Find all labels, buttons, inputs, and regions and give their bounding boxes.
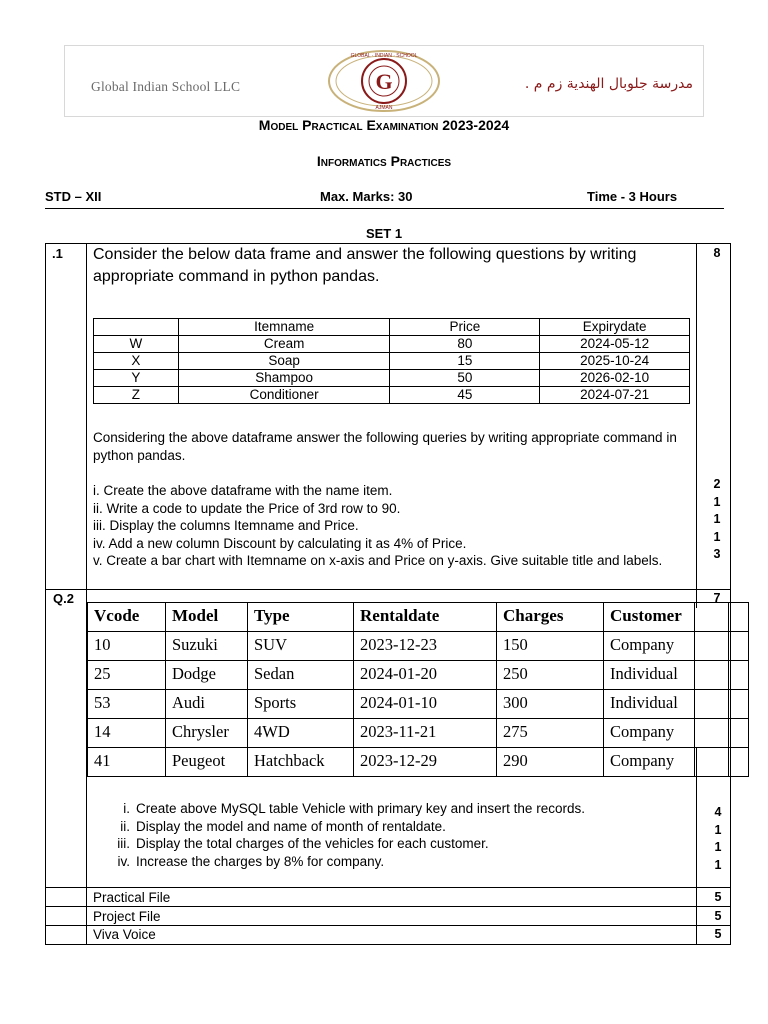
table-cell: 2023-12-23 [354,632,497,661]
table-cell: 2024-01-20 [354,661,497,690]
table-cell: 25 [88,661,166,690]
q1-number: .1 [52,246,63,261]
table-cell: 2024-05-12 [540,336,690,353]
grid-row-1 [45,906,731,907]
table-cell: X [94,353,179,370]
grid-q1-bottom [45,589,731,590]
table-header-cell: Type [248,603,354,632]
table-cell: 2025-10-24 [540,353,690,370]
table-cell: Audi [166,690,248,719]
table-header-cell: Itemname [178,319,390,336]
table-row [94,336,690,353]
table-cell: Shampoo [178,370,390,387]
table-cell: Company [604,748,695,777]
table-cell: SUV [248,632,354,661]
table-cell: 50 [390,370,540,387]
table-header-cell: Charges [497,603,604,632]
table-cell: Hatchback [248,748,354,777]
q1-paragraph: Considering the above dataframe answer the following queries by writing appropriate command in python pandas. [93,430,677,463]
subject-title: Informatics Practices [316,153,452,169]
table-cell: 4WD [248,719,354,748]
set-label: SET 1 [365,226,403,241]
table-header-cell: Customer [604,603,695,632]
empty-cell [729,603,749,632]
table-cell: Chrysler [166,719,248,748]
table-cell: Y [94,370,179,387]
q2-item-text: Display the model and name of month of rentaldate. [136,818,446,834]
item-mark: 1 [714,840,722,854]
table-cell: Company [604,632,695,661]
table-cell: Z [94,387,179,404]
q2-item [108,818,698,836]
practical-file-marks: 5 [714,890,722,904]
table-header-cell: Price [390,319,540,336]
q2-item-number: i. [123,801,130,816]
logo-bottom-text: AJMAN [375,105,393,111]
header-rule [45,208,724,209]
q1-item: iii. Display the columns Itemname and Price. [93,518,359,533]
table-row [88,690,749,719]
table-row [88,661,749,690]
empty-cell [695,661,729,690]
logo-ring-text: GLOBAL · INDIAN · SCHOOL [350,53,418,59]
table-row [88,719,749,748]
table-header-cell: Expirydate [540,319,690,336]
table-cell: 300 [497,690,604,719]
table-cell: 2024-01-10 [354,690,497,719]
q2-marks: 7 [713,591,721,605]
table-cell: 290 [497,748,604,777]
q2-item-marks [704,804,732,874]
q2-item-number: iii. [117,836,130,851]
table-header-row [94,319,690,336]
table-cell: Suzuki [166,632,248,661]
grid-row-2 [45,925,731,926]
empty-cell [695,719,729,748]
table-cell: 2024-07-21 [540,387,690,404]
table-cell: Company [604,719,695,748]
vehicle-table [87,602,749,777]
q1-item: iv. Add a new column Discount by calculating it as 4% of Price. [93,535,467,551]
item-mark: 1 [713,529,721,544]
item-mark: 1 [714,857,722,872]
table-cell: 53 [88,690,166,719]
practical-file-label: Practical File [93,890,171,905]
time-label: Time - 3 Hours [587,189,678,204]
table-header-cell [94,319,179,336]
dataframe-table [93,318,690,404]
table-header-row [88,603,749,632]
table-row [94,370,690,387]
table-cell: Soap [178,353,390,370]
table-cell: Conditioner [178,387,390,404]
table-cell: 275 [497,719,604,748]
school-name-arabic: مدرسة جلوبال الهندية زم م . [524,76,693,92]
table-cell: 250 [497,661,604,690]
table-cell: 15 [390,353,540,370]
empty-cell [729,748,749,777]
table-row [88,748,749,777]
q2-item [108,853,698,871]
table-cell: 45 [390,387,540,404]
grid-left [45,243,46,945]
project-file-marks: 5 [714,909,722,923]
grid-q2-bottom [45,887,731,888]
table-cell: 14 [88,719,166,748]
table-cell: 2023-12-29 [354,748,497,777]
table-cell: 2026-02-10 [540,370,690,387]
table-header-cell: Model [166,603,248,632]
q1-item: i. Create the above dataframe with the name item. [93,483,393,498]
q2-item [108,835,698,853]
item-mark: 1 [713,512,721,526]
item-mark: 2 [713,477,721,491]
max-marks-label: Max. Marks: 30 [320,189,413,204]
item-mark: 1 [714,822,722,837]
table-row [94,353,690,370]
item-mark: 4 [714,805,722,819]
q2-item-list [108,800,698,870]
q1-intro: Consider the below data frame and answer the following questions by writing appropriate command in python pandas. [93,246,637,285]
q2-item [108,800,698,818]
table-cell: Cream [178,336,390,353]
empty-cell [695,690,729,719]
table-cell: 2023-11-21 [354,719,497,748]
table-cell: Peugeot [166,748,248,777]
std-label: STD – XII [45,189,102,204]
q1-marks: 8 [713,246,721,260]
q2-number: Q.2 [53,591,74,606]
table-header-cell: Rentaldate [354,603,497,632]
q1-item-marks [703,476,731,564]
table-cell: 41 [88,748,166,777]
empty-cell [729,719,749,748]
table-cell: Sports [248,690,354,719]
table-cell: 10 [88,632,166,661]
school-logo-icon [323,48,445,114]
table-cell: Individual [604,690,695,719]
grid-bottom [45,944,731,945]
table-cell: Sedan [248,661,354,690]
grid-marks-divider-top [696,243,697,608]
q2-item-number: iv. [117,853,130,869]
empty-cell [729,632,749,661]
item-mark: 3 [713,547,721,561]
grid-num-divider [86,243,87,945]
table-cell: W [94,336,179,353]
q1-item: ii. Write a code to update the Price of 3rd row to 90. [93,500,401,516]
viva-voice-label: Viva Voice [93,927,156,942]
empty-cell [695,632,729,661]
school-name-english: Global Indian School LLC [91,79,241,94]
q2-item-text: Increase the charges by 8% for company. [136,853,385,869]
table-cell: Dodge [166,661,248,690]
item-mark: 1 [713,494,721,509]
table-cell: 80 [390,336,540,353]
q2-item-text: Create above MySQL table Vehicle with primary key and insert the records. [136,801,585,816]
q2-item-number: ii. [120,818,130,834]
q1-item: v. Create a bar chart with Itemname on x-axis and Price on y-axis. Give suitable title and labels. [93,553,663,568]
q2-item-text: Display the total charges of the vehicles for each customer. [136,836,489,851]
empty-cell [729,690,749,719]
table-row [88,632,749,661]
empty-cell [695,748,729,777]
project-file-label: Project File [93,909,161,924]
empty-cell [729,661,749,690]
q1-item-list [93,482,693,570]
table-cell: 150 [497,632,604,661]
logo-letter: G [375,69,393,94]
empty-cell [695,603,729,632]
viva-voice-marks: 5 [714,927,722,941]
table-row [94,387,690,404]
table-cell: Individual [604,661,695,690]
exam-title: Model Practical Examination 2023-2024 [258,117,510,133]
letterhead [64,45,704,117]
table-header-cell: Vcode [88,603,166,632]
